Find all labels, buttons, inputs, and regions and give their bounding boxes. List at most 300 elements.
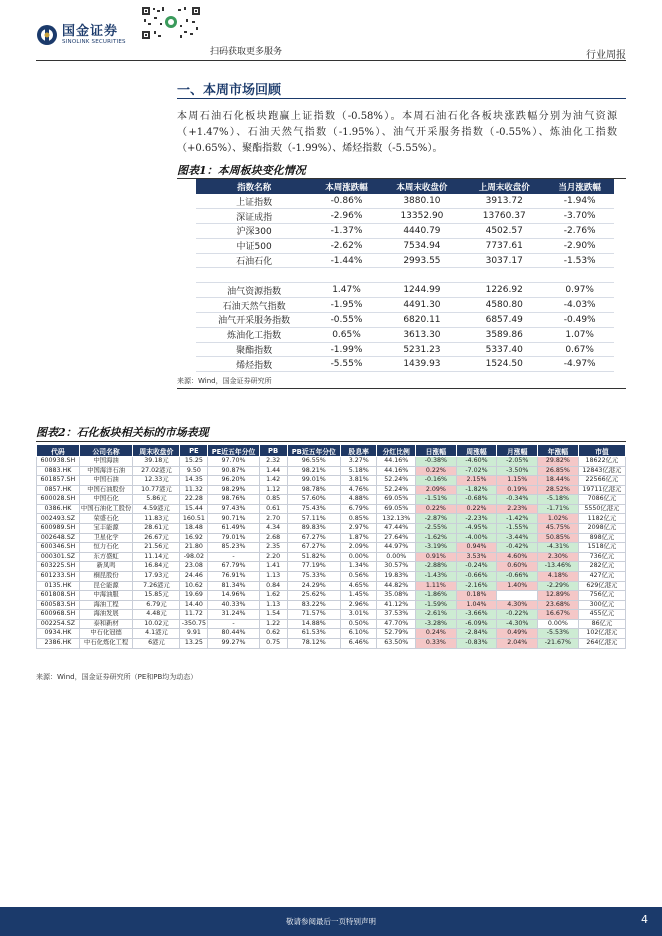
table-row xyxy=(37,457,626,467)
table-row xyxy=(196,209,614,224)
table-cell: 1524.50 xyxy=(463,357,545,372)
table-cell xyxy=(196,268,312,283)
table-cell: 600583.SH xyxy=(37,600,80,610)
table-cell: 18.44% xyxy=(538,476,579,486)
table-cell: -4.00% xyxy=(456,533,497,543)
table-cell: 4.30% xyxy=(497,600,538,610)
table-cell: 601857.SH xyxy=(37,476,80,486)
table-row xyxy=(37,485,626,495)
table-cell: 2.04% xyxy=(497,638,538,648)
table-cell: -0.68% xyxy=(456,495,497,505)
table-cell: 18.48 xyxy=(180,524,208,534)
table-cell: 9.91 xyxy=(180,629,208,639)
table-cell: 0.60% xyxy=(497,562,538,572)
qr-code-icon[interactable] xyxy=(140,5,202,41)
table-cell: 沪深300 xyxy=(196,224,312,239)
table-cell: -1.86% xyxy=(416,591,457,601)
table-cell: 1.11% xyxy=(416,581,457,591)
table-cell: 泰和新材 xyxy=(79,619,133,629)
table-row xyxy=(37,562,626,572)
table-cell: 45.75% xyxy=(538,524,579,534)
table-cell: 52.79% xyxy=(377,629,416,639)
table-cell: 宝丰能源 xyxy=(79,524,133,534)
table-cell: 000301.SZ xyxy=(37,552,80,562)
table-cell: -4.95% xyxy=(456,524,497,534)
table-row xyxy=(196,194,614,209)
table-cell xyxy=(545,268,614,283)
table-cell: 0.97% xyxy=(545,283,614,298)
table-cell: 11.14元 xyxy=(133,552,180,562)
column-header: 股息率 xyxy=(341,445,377,457)
table-cell: 10.77港元 xyxy=(133,485,180,495)
column-header: 周末收盘价 xyxy=(133,445,180,457)
table-cell: 76.91% xyxy=(208,571,259,581)
table-cell: -5.18% xyxy=(538,495,579,505)
table-cell: 2.97% xyxy=(341,524,377,534)
table-cell: 1226.92 xyxy=(463,283,545,298)
table-cell: 1.87% xyxy=(341,533,377,543)
table-cell: 0.75 xyxy=(259,638,287,648)
table-row xyxy=(196,357,614,372)
table-cell: 0.61 xyxy=(259,504,287,514)
table-cell: 40.33% xyxy=(208,600,259,610)
table-cell: -0.38% xyxy=(416,457,457,467)
table-cell: -98.02 xyxy=(180,552,208,562)
table-cell: 1.34% xyxy=(341,562,377,572)
table-cell: -0.86% xyxy=(312,194,381,209)
table-row xyxy=(37,476,626,486)
table-cell: 6.79元 xyxy=(133,600,180,610)
table-cell: 1.13 xyxy=(259,600,287,610)
table-cell: 5.18% xyxy=(341,466,377,476)
table-row xyxy=(196,268,614,283)
table-cell: 5337.40 xyxy=(463,342,545,357)
table-cell: 0.85 xyxy=(259,495,287,505)
table-cell: -2.16% xyxy=(456,581,497,591)
table-cell: 3589.86 xyxy=(463,327,545,342)
table-cell: -2.96% xyxy=(312,209,381,224)
table-cell: 002254.SZ xyxy=(37,619,80,629)
table-cell: 11.32 xyxy=(180,485,208,495)
brand-logo-icon xyxy=(36,24,58,46)
table-cell: 75.33% xyxy=(287,571,341,581)
table-cell: 0135.HK xyxy=(37,581,80,591)
table-cell: 0.56% xyxy=(341,571,377,581)
table-cell: 10.02元 xyxy=(133,619,180,629)
table-cell: 4.48元 xyxy=(133,610,180,620)
table-row xyxy=(37,466,626,476)
table-cell: -6.09% xyxy=(456,619,497,629)
table-cell: 90.87% xyxy=(208,466,259,476)
table-cell: 22566亿元 xyxy=(578,476,625,486)
table-cell: 44.16% xyxy=(377,466,416,476)
table-cell xyxy=(497,591,538,601)
table-cell: 99.01% xyxy=(287,476,341,486)
table-cell: 11.72 xyxy=(180,610,208,620)
table-cell: 21.56元 xyxy=(133,543,180,553)
table-cell: 44.97% xyxy=(377,543,416,553)
table-row xyxy=(37,591,626,601)
table-row xyxy=(196,224,614,239)
table-cell: 19.83% xyxy=(377,571,416,581)
table-cell: 2.32 xyxy=(259,457,287,467)
table-cell: 中石化冠德 xyxy=(79,629,133,639)
table-cell: 0.94% xyxy=(456,543,497,553)
table-cell: 264亿港元 xyxy=(578,638,625,648)
table-cell: 4440.79 xyxy=(381,224,463,239)
table-row xyxy=(37,524,626,534)
table-cell: 7.26港元 xyxy=(133,581,180,591)
table-cell: 7534.94 xyxy=(381,238,463,253)
table-cell: -4.60% xyxy=(456,457,497,467)
table-cell: -3.50% xyxy=(497,466,538,476)
table-cell: 77.19% xyxy=(287,562,341,572)
table-cell: -2.84% xyxy=(456,629,497,639)
table-cell: 卫星化学 xyxy=(79,533,133,543)
table-cell: -3.44% xyxy=(497,533,538,543)
table-cell: 石油天然气指数 xyxy=(196,298,312,313)
table-cell: 5.86元 xyxy=(133,495,180,505)
table-cell: 14.35 xyxy=(180,476,208,486)
table-cell: 2.23% xyxy=(497,504,538,514)
table-cell: 98.21% xyxy=(287,466,341,476)
table-cell: 50.85% xyxy=(538,533,579,543)
table-cell: -0.49% xyxy=(545,313,614,328)
table-cell: -1.53% xyxy=(545,253,614,268)
table-cell: 13760.37 xyxy=(463,209,545,224)
table-cell: 600989.SH xyxy=(37,524,80,534)
table-cell: -0.66% xyxy=(456,571,497,581)
table-cell: -4.03% xyxy=(545,298,614,313)
column-header: 当月涨跌幅 xyxy=(545,179,614,194)
table-cell: -2.90% xyxy=(545,238,614,253)
table-cell: 44.16% xyxy=(377,457,416,467)
table-cell: 6.10% xyxy=(341,629,377,639)
table-cell: 中国石化 xyxy=(79,495,133,505)
table-cell: 1.41 xyxy=(259,562,287,572)
table-cell: -1.44% xyxy=(312,253,381,268)
table-header-row xyxy=(37,445,626,457)
table-cell: 69.05% xyxy=(377,495,416,505)
table-cell: 4.18% xyxy=(538,571,579,581)
table-cell: 27.02港元 xyxy=(133,466,180,476)
table-cell: 炼油化工指数 xyxy=(196,327,312,342)
table-cell: 2.35 xyxy=(259,543,287,553)
stock-performance-table xyxy=(36,444,626,649)
table-cell: 1.13 xyxy=(259,571,287,581)
table-cell: 4.1港元 xyxy=(133,629,180,639)
table-cell: -3.66% xyxy=(456,610,497,620)
table-cell: 2.15% xyxy=(456,476,497,486)
table-cell: 1.44 xyxy=(259,466,287,476)
table-cell: -0.16% xyxy=(416,476,457,486)
table-cell: 4.76% xyxy=(341,485,377,495)
table-cell: -1.37% xyxy=(312,224,381,239)
table-cell: -4.31% xyxy=(538,543,579,553)
table-cell: 600938.SH xyxy=(37,457,80,467)
table-cell: -3.28% xyxy=(416,619,457,629)
table-row xyxy=(37,638,626,648)
table-cell xyxy=(463,268,545,283)
table-cell: 1.45% xyxy=(341,591,377,601)
table-cell: -0.42% xyxy=(497,543,538,553)
table-cell: 1.02% xyxy=(538,514,579,524)
table-cell: 6港元 xyxy=(133,638,180,648)
table-cell: 19.69 xyxy=(180,591,208,601)
table-cell: 1244.99 xyxy=(381,283,463,298)
table-cell: 9.50 xyxy=(180,466,208,476)
table-cell: 27.64% xyxy=(377,533,416,543)
table-cell: 中国海洋石油 xyxy=(79,466,133,476)
table-cell: 3.53% xyxy=(456,552,497,562)
table-cell: 中证500 xyxy=(196,238,312,253)
table-cell: 80.44% xyxy=(208,629,259,639)
table-cell: 2.68 xyxy=(259,533,287,543)
table-cell: 39.18元 xyxy=(133,457,180,467)
table-cell: -7.02% xyxy=(456,466,497,476)
table-cell: 600028.SH xyxy=(37,495,80,505)
table-cell: -2.62% xyxy=(312,238,381,253)
table-cell: 1.22 xyxy=(259,619,287,629)
table-cell: 23.68% xyxy=(538,600,579,610)
table-cell: 1518亿元 xyxy=(578,543,625,553)
table-cell: -1.99% xyxy=(312,342,381,357)
table-cell: 282亿元 xyxy=(578,562,625,572)
table-cell: -1.51% xyxy=(416,495,457,505)
table-row xyxy=(37,504,626,514)
section-title: 一、本周市场回顾 xyxy=(177,83,282,98)
table-cell: 98.76% xyxy=(208,495,259,505)
table-cell: 57.11% xyxy=(287,514,341,524)
table-cell: - xyxy=(208,552,259,562)
table-cell: 14.40 xyxy=(180,600,208,610)
table-cell: -0.24% xyxy=(456,562,497,572)
table-cell: 海油工程 xyxy=(79,600,133,610)
column-header: 本周末收盘价 xyxy=(381,179,463,194)
table-cell: 新凤鸣 xyxy=(79,562,133,572)
table-cell: -3.19% xyxy=(416,543,457,553)
column-header: PB xyxy=(259,445,287,457)
table-cell: 28.52% xyxy=(538,485,579,495)
column-header: PE近五年分位 xyxy=(208,445,259,457)
table-cell: 63.50% xyxy=(377,638,416,648)
table-cell: 16.67% xyxy=(538,610,579,620)
table-cell: 2.96% xyxy=(341,600,377,610)
table-cell: -0.66% xyxy=(497,571,538,581)
table-cell: -1.42% xyxy=(497,514,538,524)
table-cell: -2.87% xyxy=(416,514,457,524)
table-cell: 52.24% xyxy=(377,476,416,486)
table-cell: 1439.93 xyxy=(381,357,463,372)
table-cell: 1.54 xyxy=(259,610,287,620)
table-cell: 6857.49 xyxy=(463,313,545,328)
table-cell: 4.65% xyxy=(341,581,377,591)
table-cell: 898亿元 xyxy=(578,533,625,543)
table-cell: 1.40% xyxy=(497,581,538,591)
table-cell: 19711亿港元 xyxy=(578,485,625,495)
table-cell: 67.27% xyxy=(287,543,341,553)
column-header: 本周涨跌幅 xyxy=(312,179,381,194)
table-row xyxy=(37,619,626,629)
table-row xyxy=(37,571,626,581)
table-row xyxy=(37,495,626,505)
table-cell: 132.13% xyxy=(377,514,416,524)
table-cell: 17.93元 xyxy=(133,571,180,581)
table-cell: 600968.SH xyxy=(37,610,80,620)
table-cell: 6.46% xyxy=(341,638,377,648)
table-cell: 恒力石化 xyxy=(79,543,133,553)
table-row xyxy=(37,600,626,610)
table-row xyxy=(196,253,614,268)
table-cell: 0.49% xyxy=(497,629,538,639)
table-row xyxy=(196,342,614,357)
table-cell: 96.20% xyxy=(208,476,259,486)
column-header: 分红比例 xyxy=(377,445,416,457)
table-cell: -2.88% xyxy=(416,562,457,572)
table-cell: 13352.90 xyxy=(381,209,463,224)
table-cell: 12.89% xyxy=(538,591,579,601)
table-cell: 16.92 xyxy=(180,533,208,543)
table-cell: 29.82% xyxy=(538,457,579,467)
table-cell: -3.70% xyxy=(545,209,614,224)
table-cell: 海油发展 xyxy=(79,610,133,620)
table-cell: 52.24% xyxy=(377,485,416,495)
table-cell: 25.62% xyxy=(287,591,341,601)
column-header: 上周末收盘价 xyxy=(463,179,545,194)
table-cell: 0.00% xyxy=(377,552,416,562)
column-header: 公司名称 xyxy=(79,445,133,457)
table-cell: 5231.23 xyxy=(381,342,463,357)
table-cell: 61.53% xyxy=(287,629,341,639)
table-cell: 昆仑能源 xyxy=(79,581,133,591)
table-cell: 1.07% xyxy=(545,327,614,342)
table-cell: 18622亿元 xyxy=(578,457,625,467)
table-cell: -2.05% xyxy=(497,457,538,467)
figure2-top-rule xyxy=(36,441,626,442)
table-cell: 16.84元 xyxy=(133,562,180,572)
table-cell: 47.70% xyxy=(377,619,416,629)
table-cell: -0.22% xyxy=(497,610,538,620)
table-row xyxy=(37,581,626,591)
figure1-source: 来源：Wind，国金证券研究所 xyxy=(177,377,272,385)
table-cell: 601233.SH xyxy=(37,571,80,581)
table-cell: 002648.SZ xyxy=(37,533,80,543)
table-cell: 上证指数 xyxy=(196,194,312,209)
column-header: 年涨幅 xyxy=(538,445,579,457)
table-cell: -0.55% xyxy=(312,313,381,328)
table-cell: 东方盛虹 xyxy=(79,552,133,562)
report-type: 行业周报 xyxy=(586,50,626,61)
table-cell: 3880.10 xyxy=(381,194,463,209)
table-cell: 57.60% xyxy=(287,495,341,505)
table-cell: -2.29% xyxy=(538,581,579,591)
table-cell: 160.51 xyxy=(180,514,208,524)
table-cell: 4.60% xyxy=(497,552,538,562)
column-header: 日涨幅 xyxy=(416,445,457,457)
scan-prompt: 扫码获取更多服务 xyxy=(210,47,283,57)
table-cell: -1.82% xyxy=(456,485,497,495)
table-cell: 0.85% xyxy=(341,514,377,524)
table-cell: 603225.SH xyxy=(37,562,80,572)
table-cell: 0.00% xyxy=(538,619,579,629)
table-cell: 756亿元 xyxy=(578,591,625,601)
table-cell: 1.12 xyxy=(259,485,287,495)
column-header: 月涨幅 xyxy=(497,445,538,457)
table-cell: 5550亿港元 xyxy=(578,504,625,514)
table-cell: 3913.72 xyxy=(463,194,545,209)
table-cell: 烯烃指数 xyxy=(196,357,312,372)
page-number: 4 xyxy=(641,913,648,926)
table-cell: 31.24% xyxy=(208,610,259,620)
table-cell: 35.08% xyxy=(377,591,416,601)
table-cell: 37.53% xyxy=(377,610,416,620)
table-row xyxy=(37,552,626,562)
table-cell: 中国石油化工股份 xyxy=(79,504,133,514)
table-cell: 2.09% xyxy=(341,543,377,553)
table-cell: 4580.80 xyxy=(463,298,545,313)
table-cell: 89.83% xyxy=(287,524,341,534)
table-row xyxy=(196,313,614,328)
table-row xyxy=(196,283,614,298)
page-footer xyxy=(0,907,662,936)
table-cell: 中国石油 xyxy=(79,476,133,486)
table-cell: 28.61元 xyxy=(133,524,180,534)
table-cell: -4.30% xyxy=(497,619,538,629)
table-cell: 4.88% xyxy=(341,495,377,505)
table-cell: 0857.HK xyxy=(37,485,80,495)
table-cell: 15.25 xyxy=(180,457,208,467)
table-cell: -2.76% xyxy=(545,224,614,239)
table-cell: 12843亿港元 xyxy=(578,466,625,476)
figure2-title: 图表2：石化板块相关标的市场表现 xyxy=(36,426,209,439)
table-cell: 2.30% xyxy=(538,552,579,562)
table-cell: 0883.HK xyxy=(37,466,80,476)
table-cell: 75.43% xyxy=(287,504,341,514)
table-cell: 深证成指 xyxy=(196,209,312,224)
table-cell: 2098亿元 xyxy=(578,524,625,534)
table-cell: 4491.30 xyxy=(381,298,463,313)
table-cell: 600346.SH xyxy=(37,543,80,553)
table-cell: 21.80 xyxy=(180,543,208,553)
table-cell: 0.18% xyxy=(456,591,497,601)
table-cell: 67.27% xyxy=(287,533,341,543)
table-cell: 中海油服 xyxy=(79,591,133,601)
table-cell: 97.70% xyxy=(208,457,259,467)
table-cell: -21.67% xyxy=(538,638,579,648)
table-cell: 12.33元 xyxy=(133,476,180,486)
table-cell: 中国海油 xyxy=(79,457,133,467)
table-cell: 102亿港元 xyxy=(578,629,625,639)
table-cell: 桐昆股份 xyxy=(79,571,133,581)
table-cell: -5.53% xyxy=(538,629,579,639)
table-cell: 1.42 xyxy=(259,476,287,486)
table-cell: 41.12% xyxy=(377,600,416,610)
table-cell: 0.50% xyxy=(341,619,377,629)
table-cell: 24.29% xyxy=(287,581,341,591)
table-cell: 0.00% xyxy=(341,552,377,562)
table-cell: 荣盛石化 xyxy=(79,514,133,524)
column-header: 周涨幅 xyxy=(456,445,497,457)
table-cell: 0.67% xyxy=(545,342,614,357)
table-cell: 7737.61 xyxy=(463,238,545,253)
table-cell: 79.01% xyxy=(208,533,259,543)
company-logo xyxy=(36,24,126,46)
table-cell: 90.71% xyxy=(208,514,259,524)
table-header-row xyxy=(196,179,614,194)
table-cell: 23.08 xyxy=(180,562,208,572)
table-cell: -13.46% xyxy=(538,562,579,572)
table-cell: 81.34% xyxy=(208,581,259,591)
